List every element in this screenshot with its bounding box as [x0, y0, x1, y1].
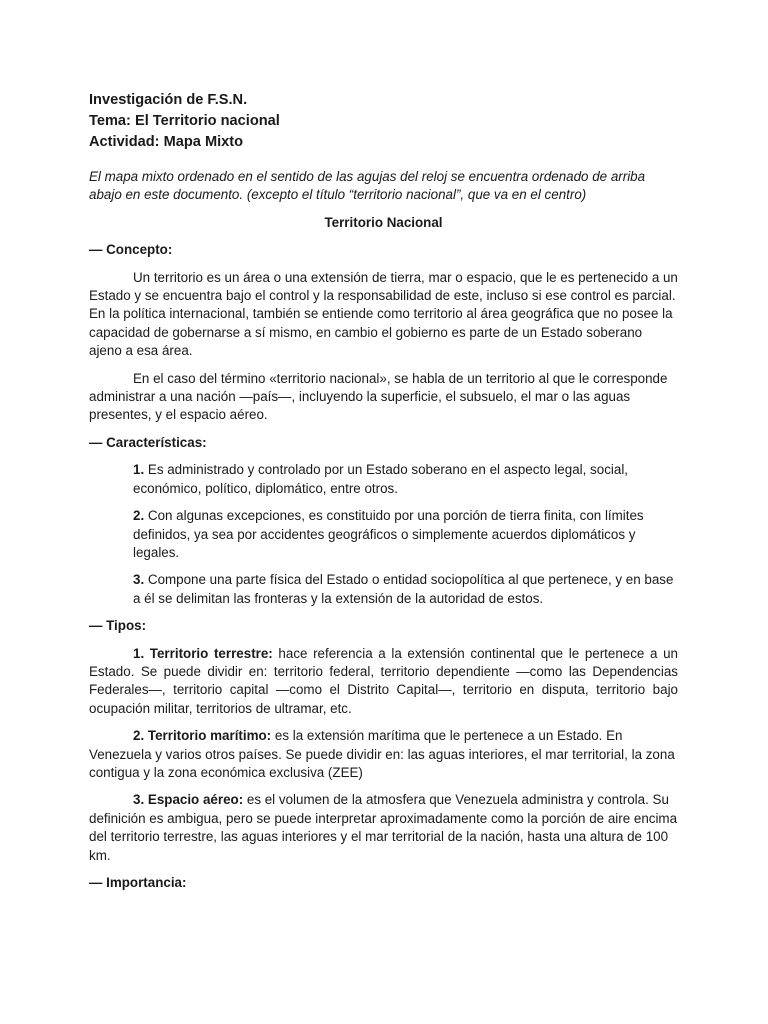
type-item-terrestrial: [89, 645, 678, 719]
types-heading: — Tipos:: [89, 618, 147, 634]
characteristic-item: [133, 461, 678, 498]
type-item-maritime: [89, 727, 678, 782]
type-text: es la extensión marítima que le pertenece a un Estado. En Venezuela y varios otros países. Se puede dividir en: las aguas interiores, el mar territorial, la zona contigua y la zona económica exclusiva (ZEE): [89, 728, 675, 780]
characteristics-heading: — Características:: [89, 434, 207, 450]
type-term: 1. Territorio terrestre:: [133, 645, 273, 661]
type-item-airspace: [89, 791, 678, 865]
document-title: Territorio Nacional: [324, 214, 443, 230]
characteristic-number: 1.: [133, 462, 145, 478]
header-topic: Tema: El Territorio nacional: [89, 113, 280, 129]
characteristic-item: [133, 507, 678, 562]
characteristic-text: Con algunas excepciones, es constituido por una porción de tierra finita, con límites definidos, ya sea por accidentes geográficos o simplemente acuerdos diplomáticos y legales.: [133, 508, 644, 560]
type-text: hace referencia a la extensión continental que le pertenece a un Estado. Se puede dividir en: territorio federal, territorio dependiente —como las Dependencias Federales—, territorio capital —como el Distrito Capital—, territorio en disputa, territorio bajo ocupación militar, territorios de ultramar, etc.: [89, 645, 678, 716]
concept-paragraph-2: En el caso del término «territorio nacional», se habla de un territorio al que le corresponde administrar a una nación —país—, incluyendo la superficie, el subsuelo, el mar o las aguas presentes, y el espacio aéreo.: [89, 370, 668, 423]
characteristic-item: [133, 571, 678, 608]
characteristic-text: Es administrado y controlado por un Estado soberano en el aspecto legal, social, económico, político, diplomático, entre otros.: [133, 462, 629, 496]
concept-heading: — Concepto:: [89, 242, 173, 258]
characteristic-number: 2.: [133, 508, 145, 524]
characteristic-text: Compone una parte física del Estado o entidad sociopolítica al que pertenece, y en base a él se delimitan las fronteras y la extensión de la autoridad de estos.: [133, 572, 674, 606]
header-investigation: Investigación de F.S.N.: [89, 92, 248, 108]
characteristic-number: 3.: [133, 572, 145, 588]
concept-paragraph-1: Un territorio es un área o una extensión de tierra, mar o espacio, que le es pertenecido a un Estado y se encuentra bajo el control y la responsabilidad de este, incluso si ese control es parcial. En la política internacional, también se entiende como territorio al área geográfica que no posee la capacidad de gobernarse a sí mismo, en cambio el gobierno es parte de un Estado soberano ajeno a esa área.: [89, 269, 678, 359]
importance-heading: — Importancia:: [89, 875, 187, 890]
document-header: [89, 90, 678, 153]
intro-note: El mapa mixto ordenado en el sentido de las agujas del reloj se encuentra ordenado de arriba abajo en este documento. (excepto el título “territorio nacional”, que va en el centro): [89, 169, 646, 203]
type-term: 3. Espacio aéreo:: [133, 792, 244, 808]
header-activity: Actividad: Mapa Mixto: [89, 134, 244, 150]
type-term: 2. Territorio marítimo:: [133, 728, 272, 744]
type-text: es el volumen de la atmosfera que Venezuela administra y controla. Su definición es ambigua, pero se puede interpretar aproximadamente como la porción de aire encima del territorio terrestre, las aguas interiores y el mar territorial de la nación, hasta una altura de 100 km.: [89, 792, 678, 863]
